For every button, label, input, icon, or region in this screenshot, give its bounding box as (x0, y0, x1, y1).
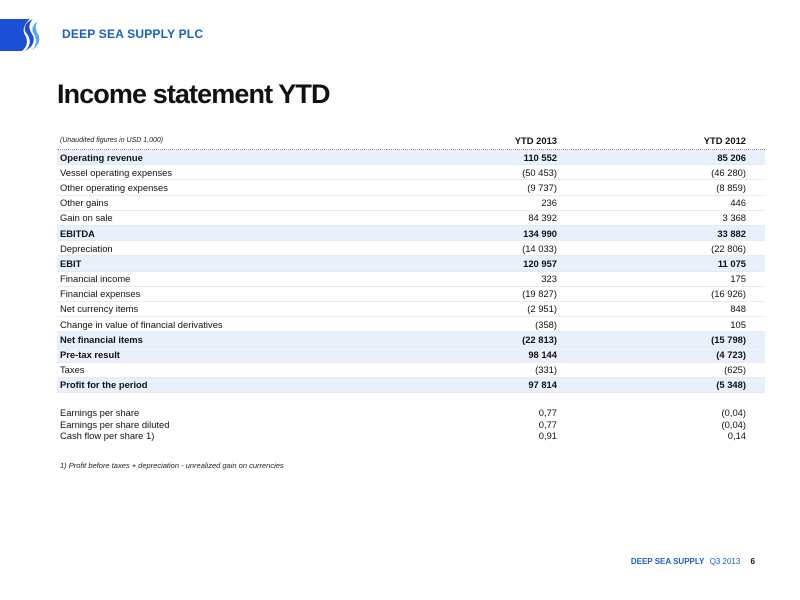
row-label: Net currency items (57, 301, 387, 316)
value-ytd-2012: (0,04) (721, 407, 746, 419)
per-share-row (57, 430, 765, 442)
income-statement-table (57, 132, 765, 393)
row-label: Financial expenses (57, 286, 387, 301)
value-ytd-2012: (625) (576, 362, 765, 377)
footer-company: DEEP SEA SUPPLY (630, 557, 705, 566)
value-ytd-2012: 3 368 (576, 210, 765, 225)
value-ytd-2012: 105 (576, 317, 765, 332)
column-header-ytd-2013: YTD 2013 (387, 132, 576, 150)
page-number: 6 (750, 557, 755, 566)
per-share-rows (57, 407, 765, 442)
income-rows (57, 150, 765, 393)
value-ytd-2013: 134 990 (387, 225, 576, 240)
value-ytd-2012: (8 859) (576, 180, 765, 195)
footnote: 1) Profit before taxes + depreciation - unrealized gain on currencies (60, 461, 284, 470)
row-label: Change in value of financial derivatives (57, 317, 387, 332)
value-ytd-2013: 98 144 (387, 347, 576, 362)
table-note: (Unaudited figures in USD 1,000) (57, 132, 387, 150)
value-ytd-2013: 0,77 (538, 418, 557, 430)
row-label: Earnings per share diluted (60, 418, 170, 430)
row-label: Depreciation (57, 241, 387, 256)
value-ytd-2013: (2 951) (387, 301, 576, 316)
column-header-ytd-2012: YTD 2012 (576, 132, 765, 150)
value-ytd-2013: 120 957 (387, 256, 576, 271)
value-ytd-2013: 0,91 (538, 430, 557, 442)
table-row (57, 332, 765, 347)
row-label: Operating revenue (57, 150, 387, 165)
value-ytd-2013: (331) (387, 362, 576, 377)
table-row (57, 241, 765, 256)
row-label: Gain on sale (57, 210, 387, 225)
table-row (57, 210, 765, 225)
row-label: Taxes (57, 362, 387, 377)
value-ytd-2012: (22 806) (576, 241, 765, 256)
table-row (57, 256, 765, 271)
per-share-table (57, 407, 765, 442)
table-row (57, 301, 765, 316)
row-label: Financial income (57, 271, 387, 286)
per-share-row (57, 407, 765, 419)
value-ytd-2012: (16 926) (576, 286, 765, 301)
value-ytd-2012: (5 348) (576, 377, 765, 392)
table-row (57, 150, 765, 165)
table-row (57, 362, 765, 377)
value-ytd-2013: 84 392 (387, 210, 576, 225)
value-ytd-2013: (14 033) (387, 241, 576, 256)
table-row (57, 180, 765, 195)
table-row (57, 225, 765, 240)
value-ytd-2013: 110 552 (387, 150, 576, 165)
row-label: EBIT (57, 256, 387, 271)
header (0, 0, 800, 56)
value-ytd-2013: (22 813) (387, 332, 576, 347)
table-row (57, 271, 765, 286)
value-ytd-2012: (4 723) (576, 347, 765, 362)
value-ytd-2012: (15 798) (576, 332, 765, 347)
value-ytd-2013: (9 737) (387, 180, 576, 195)
value-ytd-2013: (358) (387, 317, 576, 332)
row-label: Net financial items (57, 332, 387, 347)
footer (631, 557, 755, 566)
table-row (57, 195, 765, 210)
value-ytd-2012: 175 (576, 271, 765, 286)
table-row (57, 165, 765, 180)
value-ytd-2012: 848 (576, 301, 765, 316)
value-ytd-2013: 0,77 (538, 407, 557, 419)
value-ytd-2013: (50 453) (387, 165, 576, 180)
table-row (57, 377, 765, 392)
footer-period: Q3 2013 (709, 557, 741, 566)
table-row (57, 286, 765, 301)
value-ytd-2012: 33 882 (576, 225, 765, 240)
table-row (57, 347, 765, 362)
row-label: EBITDA (57, 225, 387, 240)
row-label: Pre-tax result (57, 347, 387, 362)
table-header-row (57, 132, 765, 150)
value-ytd-2012: (0,04) (721, 418, 746, 430)
company-logo-icon (0, 18, 44, 52)
row-label: Profit for the period (57, 377, 387, 392)
value-ytd-2013: 323 (387, 271, 576, 286)
page-title: Income statement YTD (57, 79, 330, 109)
value-ytd-2013: (19 827) (387, 286, 576, 301)
value-ytd-2012: 0,14 (727, 430, 746, 442)
value-ytd-2012: 446 (576, 195, 765, 210)
value-ytd-2013: 97 814 (387, 377, 576, 392)
row-label: Cash flow per share 1) (60, 430, 155, 442)
row-label: Other operating expenses (57, 180, 387, 195)
row-label: Earnings per share (60, 407, 140, 419)
value-ytd-2013: 236 (387, 195, 576, 210)
value-ytd-2012: 85 206 (576, 150, 765, 165)
company-name: DEEP SEA SUPPLY PLC (62, 27, 204, 41)
per-share-row (57, 419, 765, 431)
row-label: Other gains (57, 195, 387, 210)
value-ytd-2012: 11 075 (576, 256, 765, 271)
table-row (57, 317, 765, 332)
row-label: Vessel operating expenses (57, 165, 387, 180)
value-ytd-2012: (46 280) (576, 165, 765, 180)
